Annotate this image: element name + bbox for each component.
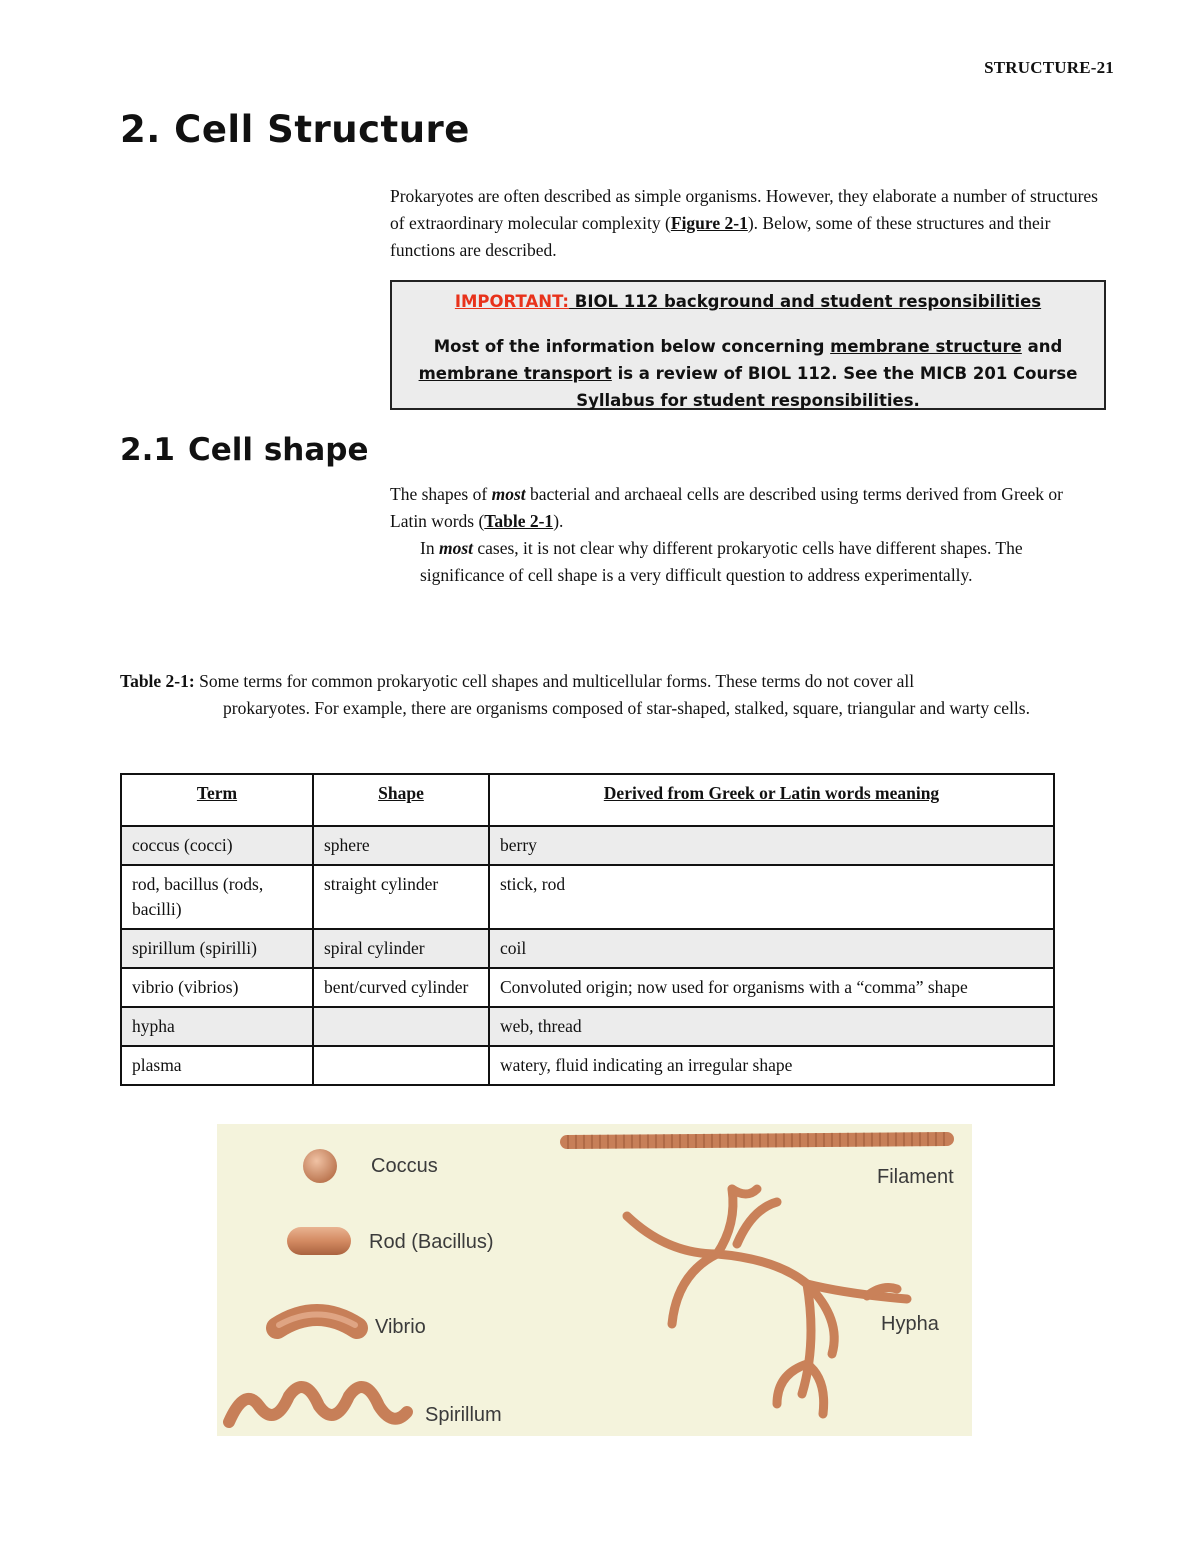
intro-text-a: Prokaryotes are often described as simple organisms. However, they elaborate a number of structures of extraordinary molecular complexity ( [390, 186, 1098, 233]
hypha-label: Hypha [881, 1313, 939, 1335]
table-cell: hypha [121, 1007, 313, 1046]
callout-body-text-b: and [1021, 337, 1063, 356]
table-cell: sphere [313, 826, 489, 865]
spirillum-label: Spirillum [425, 1404, 502, 1426]
intro-paragraph [390, 183, 1110, 264]
table-cell [313, 1046, 489, 1085]
membrane-transport-link[interactable]: membrane transport [418, 364, 612, 383]
table-cell: Convoluted origin; now used for organisms with a “comma” shape [489, 968, 1054, 1007]
table-cell: web, thread [489, 1007, 1054, 1046]
table-caption-label: Table 2-1: [120, 671, 195, 691]
callout-heading [392, 288, 1104, 315]
callout-heading-text: BIOL 112 background and student responsibilities [569, 292, 1042, 311]
callout-body [392, 333, 1104, 414]
section-title: 2. Cell Structure [120, 108, 470, 151]
filament-label: Filament [877, 1166, 954, 1188]
cell-shape-table [120, 773, 1055, 1086]
table-cell: berry [489, 826, 1054, 865]
shape-text-a: The shapes of [390, 484, 492, 504]
shape-text-b: bacterial and archaeal cells are described using terms derived from Greek or Latin words ( [390, 484, 1064, 531]
table-cell: coil [489, 929, 1054, 968]
shape-emphasis-most-2: most [438, 538, 473, 558]
intro-text-b: ). Below, some of these structures and their functions are described. [390, 213, 1051, 260]
table-caption-text: Some terms for common prokaryotic cell shapes and multicellular forms. These terms do not cover all [194, 671, 915, 691]
important-label: IMPORTANT: [454, 292, 570, 311]
coccus-cell-icon [303, 1149, 337, 1183]
table-caption [120, 668, 1110, 722]
table-row [121, 929, 1054, 968]
shape-text-c: ). [553, 511, 564, 531]
column-header-term: Term [121, 774, 313, 826]
table-reference-link[interactable]: Table 2-1 [484, 511, 554, 531]
column-header-shape: Shape [313, 774, 489, 826]
cell-shapes-illustration [217, 1124, 972, 1436]
column-header-meaning: Derived from Greek or Latin words meaning [489, 774, 1054, 826]
cell-shape-paragraph [390, 481, 1090, 589]
table-cell: coccus (cocci) [121, 826, 313, 865]
table-row [121, 826, 1054, 865]
table-header-row [121, 774, 1054, 826]
shape-emphasis-most: most [491, 484, 526, 504]
table-cell: vibrio (vibrios) [121, 968, 313, 1007]
table-cell: bent/curved cylinder [313, 968, 489, 1007]
table-row [121, 865, 1054, 929]
table-cell: watery, fluid indicating an irregular shape [489, 1046, 1054, 1085]
table-cell: rod, bacillus (rods, bacilli) [121, 865, 313, 929]
table-cell: spirillum (spirilli) [121, 929, 313, 968]
table-caption-continued: prokaryotes. For example, there are organisms composed of star-shaped, stalked, square, triangular and warty cells. [223, 698, 1030, 718]
subsection-number: 2.1 [120, 432, 175, 468]
rod-cell-icon [287, 1227, 351, 1255]
vibrio-label: Vibrio [375, 1316, 426, 1338]
table-cell: stick, rod [489, 865, 1054, 929]
table-row [121, 968, 1054, 1007]
rod-label: Rod (Bacillus) [369, 1231, 494, 1253]
table-cell: spiral cylinder [313, 929, 489, 968]
callout-body-text-c: is a review of BIOL 112. See the MICB 201 Course Syllabus for student responsibilities. [576, 364, 1078, 410]
cell-shapes-figure [217, 1124, 972, 1436]
figure-reference-link[interactable]: Figure 2-1 [670, 213, 748, 233]
shape-text-d: In [420, 538, 439, 558]
table-row [121, 1046, 1054, 1085]
running-header: STRUCTURE-21 [984, 58, 1114, 77]
shape-text-e: cases, it is not clear why different prokaryotic cells have different shapes. The significance of cell shape is a very difficult question to address experimentally. [420, 538, 1023, 585]
table-cell: plasma [121, 1046, 313, 1085]
callout-body-text-a: Most of the information below concerning [433, 337, 831, 356]
table-cell: straight cylinder [313, 865, 489, 929]
important-callout-box [390, 280, 1106, 410]
coccus-label: Coccus [371, 1155, 438, 1177]
table-row [121, 1007, 1054, 1046]
subsection-heading [120, 432, 368, 468]
subsection-title: Cell shape [188, 432, 369, 468]
table-cell [313, 1007, 489, 1046]
membrane-structure-link[interactable]: membrane structure [830, 337, 1022, 356]
